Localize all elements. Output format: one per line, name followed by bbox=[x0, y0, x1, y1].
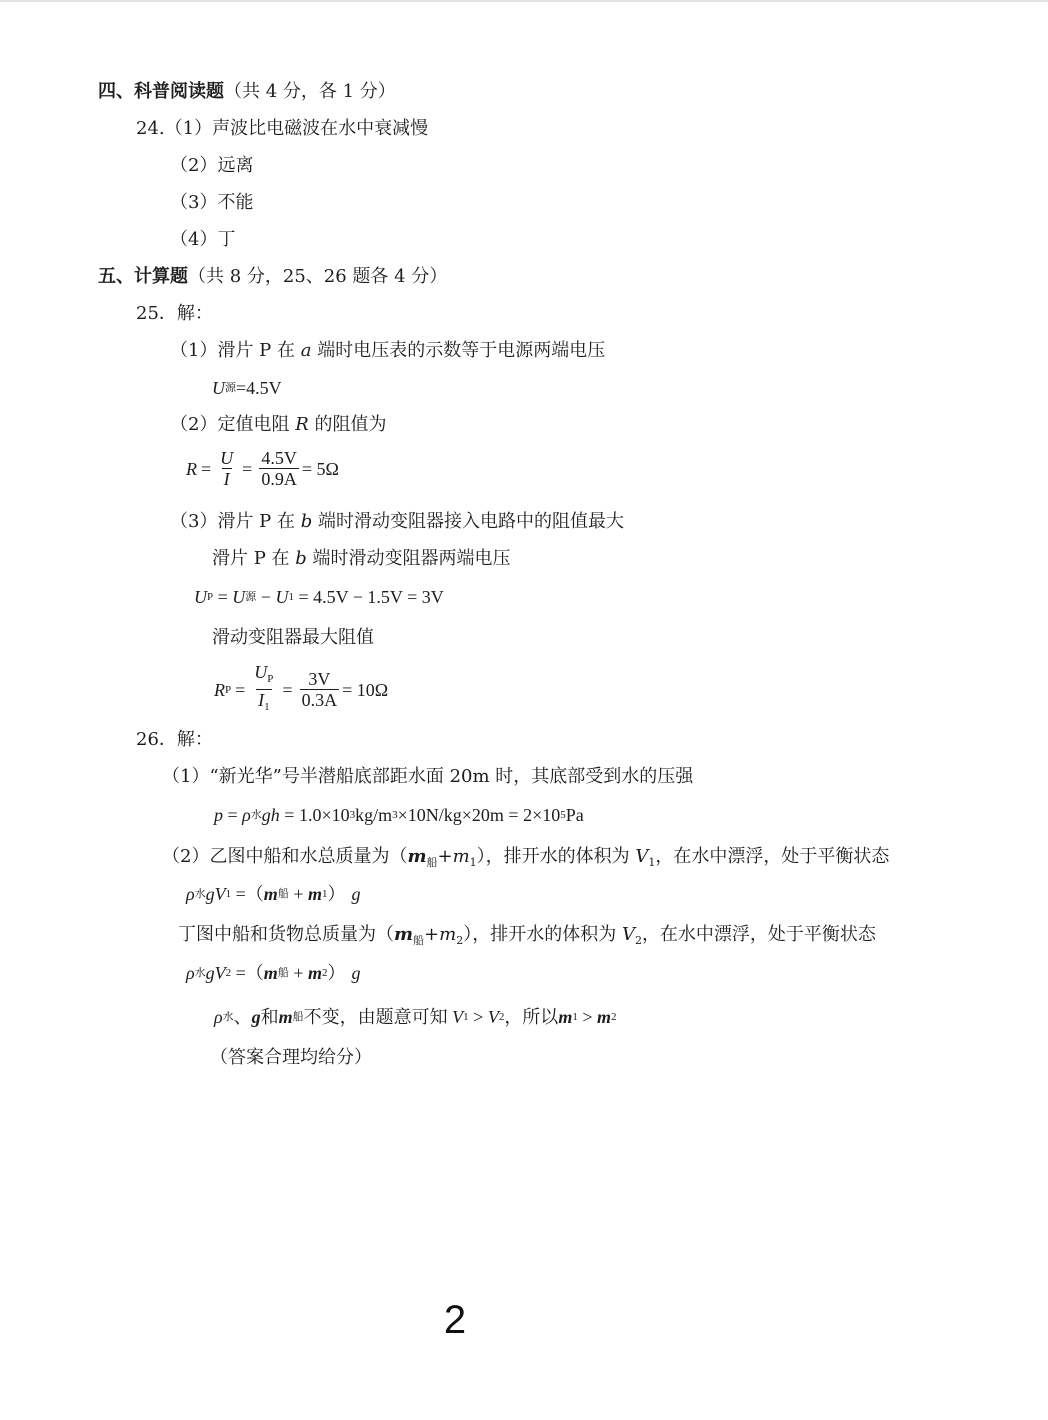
f26-2-g: g bbox=[351, 884, 361, 904]
fraction-u-over-i bbox=[218, 448, 235, 489]
f3-u1: U bbox=[194, 587, 207, 607]
q25-part-2 bbox=[170, 413, 386, 437]
c-a: 、 bbox=[233, 1007, 252, 1027]
q24-answer-4: （4）丁 bbox=[170, 229, 236, 250]
section-5-heading bbox=[98, 265, 447, 289]
q26-p3-a: 丁图中船和货物总质量为（ bbox=[178, 924, 394, 945]
q26-number: 26．解： bbox=[136, 729, 213, 750]
q24-answer-3: （3）不能 bbox=[170, 192, 254, 213]
q26-p2-bsub: 1 bbox=[469, 856, 477, 869]
q26-p2-a: （2）乙图中船和水总质量为（ bbox=[162, 846, 408, 867]
f2-eq1: = bbox=[201, 458, 212, 479]
q24-answer-1 bbox=[136, 117, 428, 141]
f26-3-b: + bbox=[288, 963, 308, 983]
f26-1-exp2: 3 bbox=[392, 809, 398, 821]
c-gt2: > bbox=[577, 1007, 597, 1027]
f2-lhs: R bbox=[186, 458, 197, 479]
q26-p2-b: +m bbox=[437, 846, 470, 867]
f3-minus: − bbox=[256, 587, 276, 607]
c-m2sub: 2 bbox=[611, 1011, 617, 1023]
f3-u2: U bbox=[232, 587, 246, 607]
f4-num2: 3V bbox=[308, 669, 331, 689]
f26-1-exp3: 5 bbox=[560, 809, 566, 821]
section-5-score: （共 8 分，25、26 题各 4 分） bbox=[188, 266, 448, 287]
f1-lhs: U bbox=[212, 378, 225, 398]
q25-p3-pre: （3）滑片 P 在 bbox=[170, 511, 301, 532]
section-5-title: 五、计算题 bbox=[98, 266, 188, 287]
f3-s1: P bbox=[207, 591, 214, 603]
q25-part-3-line-2 bbox=[212, 547, 511, 571]
f2-eq2: = bbox=[242, 458, 253, 479]
f1-sub: 源 bbox=[225, 382, 236, 394]
q26-formula-float-2 bbox=[186, 961, 360, 985]
q26-p3-vsub: 2 bbox=[634, 934, 642, 947]
f26-2-b: + bbox=[288, 884, 308, 904]
f26-1-gh: gh bbox=[261, 805, 280, 825]
q26-p3-d: ，在水中漂浮，处于平衡状态 bbox=[641, 924, 876, 945]
q25-formula-source-voltage bbox=[212, 376, 282, 400]
f3-u3: U bbox=[275, 587, 289, 607]
c-m1: m bbox=[558, 1007, 573, 1027]
q25-number: 25．解： bbox=[136, 303, 213, 324]
f2-den2: 0.9A bbox=[261, 469, 297, 489]
f26-3-m: m bbox=[263, 963, 278, 983]
q26-note: （答案合理均给分） bbox=[210, 1047, 372, 1068]
page-number: 2 bbox=[443, 1298, 467, 1342]
fraction-values-2 bbox=[300, 669, 340, 710]
f4-eq1: = bbox=[235, 679, 246, 700]
fraction-up-over-i1 bbox=[252, 662, 275, 717]
f26-2-msub: 船 bbox=[277, 888, 289, 900]
q26-part-2 bbox=[162, 845, 889, 869]
f26-3-gvsub: 2 bbox=[225, 967, 232, 979]
q25-p1-pre: （1）滑片 P 在 bbox=[170, 340, 301, 361]
q26-p3-m: m bbox=[394, 924, 414, 945]
f2-num2: 4.5V bbox=[261, 448, 297, 468]
f1-rhs: =4.5V bbox=[236, 378, 282, 398]
f26-3-msub: 船 bbox=[277, 967, 289, 979]
f4-den2: 0.3A bbox=[301, 690, 338, 710]
c-v1: V bbox=[452, 1007, 464, 1027]
q26-p3-msub: 船 bbox=[413, 934, 425, 947]
f26-1-c: = 1.0×10 bbox=[279, 805, 350, 825]
q25-formula-slider-voltage bbox=[194, 585, 444, 609]
f26-2-m1sub: 1 bbox=[321, 888, 328, 900]
f3-eq: = bbox=[213, 587, 233, 607]
f26-3-rhosub: 水 bbox=[194, 967, 206, 979]
c-msub: 船 bbox=[292, 1011, 304, 1023]
section-4-heading bbox=[98, 80, 396, 104]
f26-1-rho: ρ bbox=[242, 805, 251, 825]
f2-num1: U bbox=[220, 448, 234, 468]
q24-answer-2: （2）远离 bbox=[170, 155, 254, 176]
c-m: m bbox=[278, 1007, 293, 1027]
q26-p2-vsub: 1 bbox=[648, 856, 656, 869]
f26-2-c: ） bbox=[327, 884, 346, 904]
f4-num1sub: P bbox=[267, 673, 274, 685]
q25-formula-resistance bbox=[186, 448, 339, 489]
top-border bbox=[0, 0, 1048, 2]
c-v2sub: 2 bbox=[498, 1011, 505, 1023]
f26-3-gv: gV bbox=[205, 963, 226, 983]
f2-den1: I bbox=[223, 469, 230, 489]
c-b: 和 bbox=[260, 1007, 279, 1027]
f26-1-p: p bbox=[214, 805, 223, 825]
f4-result: = 10Ω bbox=[342, 679, 389, 700]
c-v2: V bbox=[487, 1007, 499, 1027]
fraction-values bbox=[259, 448, 299, 489]
f26-2-a: =（ bbox=[231, 884, 264, 904]
q25-p3-post: 端时滑动变阻器接入电路中的阻值最大 bbox=[312, 511, 624, 532]
q26-p3-bsub: 2 bbox=[456, 934, 464, 947]
f26-1-exp1: 3 bbox=[349, 809, 356, 821]
f3-s3: 1 bbox=[288, 591, 294, 603]
c-g: g bbox=[251, 1007, 261, 1027]
f4-lsub: P bbox=[225, 683, 232, 696]
q25-p3b-var: b bbox=[295, 548, 307, 569]
q26-formula-float-1 bbox=[186, 882, 360, 906]
f4-eq2: = bbox=[282, 679, 293, 700]
q25-part-3-line-3: 滑动变阻器最大阻值 bbox=[212, 627, 374, 648]
q26-p3-b: +m bbox=[424, 924, 457, 945]
section-4-score: （共 4 分，各 1 分） bbox=[224, 81, 396, 102]
f26-2-rho: ρ bbox=[186, 884, 195, 904]
q26-part-2-line-2 bbox=[178, 923, 876, 947]
q26-p3-v: V bbox=[621, 924, 635, 945]
q25-p3-var: b bbox=[300, 511, 313, 532]
c-c: 不变，由题意可知 bbox=[303, 1007, 453, 1027]
q26-p2-v: V bbox=[635, 846, 649, 867]
f26-3-rho: ρ bbox=[186, 963, 195, 983]
q25-part-3 bbox=[170, 510, 624, 534]
q26-p2-d: ，在水中漂浮，处于平衡状态 bbox=[655, 846, 890, 867]
f3-tail: = 4.5V − 1.5V = 3V bbox=[293, 587, 444, 607]
f26-2-gv: gV bbox=[205, 884, 226, 904]
f26-2-gvsub: 1 bbox=[225, 888, 232, 900]
f26-2-m: m bbox=[263, 884, 278, 904]
f4-num1: U bbox=[254, 662, 268, 682]
f4-lhs: R bbox=[214, 679, 225, 700]
q25-p1-post: 端时电压表的示数等于电源两端电压 bbox=[311, 340, 606, 361]
f26-1-f: Pa bbox=[565, 805, 584, 825]
q26-p2-m: m bbox=[407, 846, 427, 867]
f4-den1sub: 1 bbox=[264, 701, 270, 713]
q26-p3-c: ），排开水的体积为 bbox=[463, 924, 622, 945]
q25-p2-pre: （2）定值电阻 bbox=[170, 414, 296, 435]
q25-p3b-pre: 滑片 P 在 bbox=[212, 548, 296, 569]
f26-1-d: kg/m bbox=[355, 805, 393, 825]
c-rhosub: 水 bbox=[222, 1011, 234, 1023]
q25-p1-var: a bbox=[300, 340, 312, 361]
section-4-title: 四、科普阅读题 bbox=[98, 81, 224, 102]
f26-2-m1: m bbox=[307, 884, 322, 904]
q26-p2-msub: 船 bbox=[426, 856, 438, 869]
f4-den1: I bbox=[258, 690, 265, 710]
q24-number: 24. bbox=[136, 118, 165, 139]
f3-s2: 源 bbox=[245, 591, 257, 603]
q25-p3b-post: 端时滑动变阻器两端电压 bbox=[306, 548, 511, 569]
f26-1-eq: = bbox=[223, 805, 243, 825]
f26-3-m2sub: 2 bbox=[321, 967, 328, 979]
c-rho: ρ bbox=[214, 1007, 223, 1027]
q25-p2-post: 的阻值为 bbox=[308, 414, 387, 435]
q26-conclusion bbox=[214, 1005, 617, 1029]
q25-p2-var: R bbox=[295, 414, 309, 435]
f26-3-g: g bbox=[351, 963, 361, 983]
c-d: ，所以 bbox=[504, 1007, 559, 1027]
f26-2-rhosub: 水 bbox=[194, 888, 206, 900]
q24-a1-text: （1）声波比电磁波在水中衰减慢 bbox=[164, 118, 429, 139]
f26-1-e: ×10N/kg×20m = 2×10 bbox=[397, 805, 561, 825]
q25-part-1 bbox=[170, 339, 605, 363]
f26-1-rhosub: 水 bbox=[250, 809, 262, 821]
c-gt1: > bbox=[468, 1007, 488, 1027]
f2-result: = 5Ω bbox=[301, 458, 339, 479]
q25-formula-max-resistance bbox=[214, 662, 388, 717]
c-v1sub: 1 bbox=[463, 1011, 469, 1023]
q26-p2-c: ），排开水的体积为 bbox=[476, 846, 636, 867]
f26-3-a: =（ bbox=[231, 963, 264, 983]
f26-3-m2: m bbox=[307, 963, 322, 983]
q26-formula-pressure bbox=[214, 803, 584, 827]
c-m1sub: 1 bbox=[572, 1011, 578, 1023]
f26-3-c: ） bbox=[327, 963, 346, 983]
c-m2: m bbox=[596, 1007, 611, 1027]
q26-part-1: （1）“新光华”号半潜船底部距水面 20m 时，其底部受到水的压强 bbox=[162, 766, 694, 787]
